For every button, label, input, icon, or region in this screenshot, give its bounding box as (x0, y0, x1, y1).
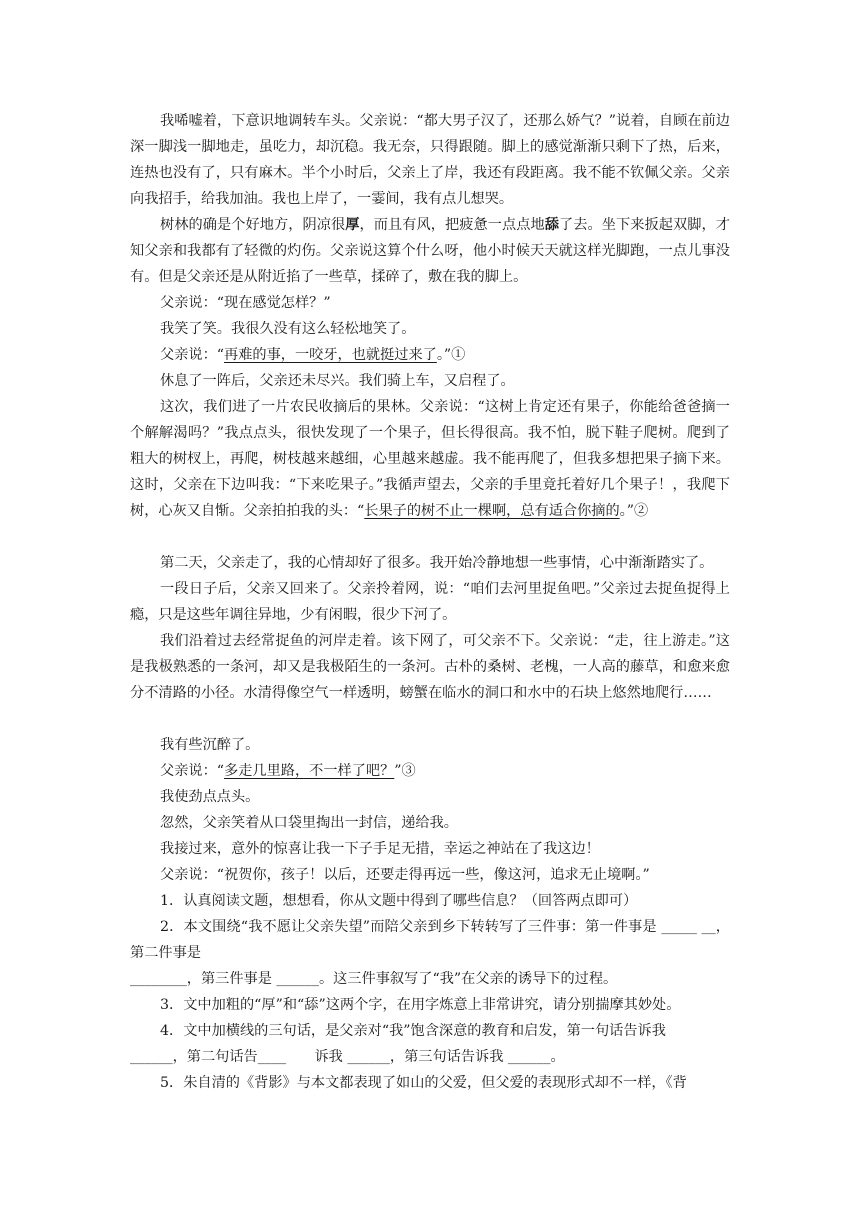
paragraph: 我有些沉醉了。 (160, 737, 260, 753)
paragraph: 我接过来，意外的惊喜让我一下子手足无措，幸运之神站在了我这边！ (160, 841, 600, 857)
question-5: 5．朱自清的《背影》与本文都表现了如山的父爱，但父爱的表现形式却不一样，《背 (160, 1075, 687, 1091)
paragraph: 一段日子后，父亲又回来了。父亲拎着网，说：“咱们去河里捉鱼吧。”父亲过去捉鱼捉得上瘾，只是这些年调往异地，少有闲暇，很少下河了。 (130, 581, 730, 623)
paragraph (130, 342, 730, 368)
paragraph: 休息了一阵后，父亲还未尽兴。我们骑上车，又启程了。 (160, 373, 515, 389)
text: ，而且有风，把疲惫一点点地 (359, 217, 545, 233)
paragraph: 父亲说：“祝贺你，孩子！以后，还要走得再远一些，像这河，追求无止境啊。” (160, 867, 650, 883)
paragraph: 我唏嘘着，下意识地调转车头。父亲说：“都大男子汉了，还那么娇气？”说着，自顾在前边深一脚浅一脚地走，虽吃力，却沉稳。我无奈，只得跟随。脚上的感觉渐渐只剩下了热，后来，连热也没有了，只有麻木。半个小时后，父亲上了岸，我还有段距离。我不能不钦佩父亲。父亲向我招手，给我加油。我也上岸了，一霎间，我有点儿想哭。 (130, 113, 730, 207)
paragraph: 我们沿着过去经常捉鱼的河岸走着。该下网了，可父亲不下。父亲说：“走，往上游走。”这是我极熟悉的一条河，却又是我极陌生的一条河。古朴的桑树、老槐，一人高的藤草，和愈来愈分不清路的小径。水清得像空气一样透明，螃蟹在临水的洞口和水中的石块上悠然地爬行…… (130, 633, 730, 701)
paragraph: 第二天，父亲走了，我的心情却好了很多。我开始冷静地想一些事情，心中渐渐踏实了。 (160, 555, 714, 571)
bold-word-tian: 舔 (544, 217, 559, 233)
paragraph (130, 758, 730, 784)
underlined-sentence-1: 再难的事，一咬牙，也就挺过来了 (224, 347, 437, 363)
text: ”③ (394, 763, 416, 779)
underlined-sentence-3: 多走几里路，不一样了吧？ (224, 763, 395, 779)
text: 。”② (619, 503, 649, 519)
bold-word-hou: 厚 (345, 217, 360, 233)
text: 。”① (436, 347, 466, 363)
question-2: 2．本文围绕“我不愿让父亲失望”而陪父亲到乡下转转写了三件事：第一件事是 _____ __，第二件事是 (130, 919, 730, 961)
question-3: 3．文中加粗的“厚”和“舔”这两个字，在用字炼意上非常讲究，请分别揣摩其妙处。 (160, 997, 681, 1013)
paragraph: 我使劲点点头。 (160, 789, 260, 805)
question-2-continued: ________，第三件事是 ______。这三件事叙写了“我”在父亲的诱导下的过程。 (130, 971, 618, 987)
paragraph: 忽然，父亲笑着从口袋里掏出一封信，递给我。 (160, 815, 458, 831)
text: 树林的确是个好地方，阴凉很 (160, 217, 346, 233)
underlined-sentence-2: 长果子的树不止一棵啊，总有适合你摘的 (364, 503, 620, 519)
question-1: 1．认真阅读文题，想想看，你从文题中得到了哪些信息？（回答两点即可） (160, 893, 638, 909)
question-4-continued: ______，第二句话告____ 诉我 ______，第三句话告诉我 ______。 (130, 1049, 565, 1065)
text: 父亲说：“ (160, 347, 225, 363)
paragraph: 我笑了笑。我很久没有这么轻松地笑了。 (160, 321, 416, 337)
paragraph (130, 394, 730, 524)
text: 父亲说：“ (160, 763, 225, 779)
text: 了去。坐下来扳起双脚，才知父亲和我都有了轻微的灼伤。父亲说这算个什么呀，他小时候天天就这样光脚跑，一点儿事没有。但是父亲还是从附近掐了一些草，揉碎了，敷在我的脚上。 (130, 217, 730, 285)
text: 这次，我们进了一片农民收摘后的果林。父亲说：“这树上肯定还有果子，你能给爸爸摘一个解解渴吗？”我点点头，很快发现了一个果子，但长得很高。我不怕，脱下鞋子爬树。爬到了粗大的树杈上，再爬，树枝越来越细，心里越来越虚。我不能再爬了，但我多想把果子摘下来。这时，父亲在下边叫我：“下来吃果子。”我循声望去，父亲的手里竟托着好几个果子！，我爬下树，心灰又自惭。父亲拍拍我的头：“ (130, 399, 730, 519)
question-4: 4．文中加横线的三句话，是父亲对“我”饱含深意的教育和启发，第一句话告诉我 (160, 1023, 666, 1039)
paragraph: 父亲说：“现在感觉怎样？” (160, 295, 331, 311)
paragraph (130, 212, 730, 290)
